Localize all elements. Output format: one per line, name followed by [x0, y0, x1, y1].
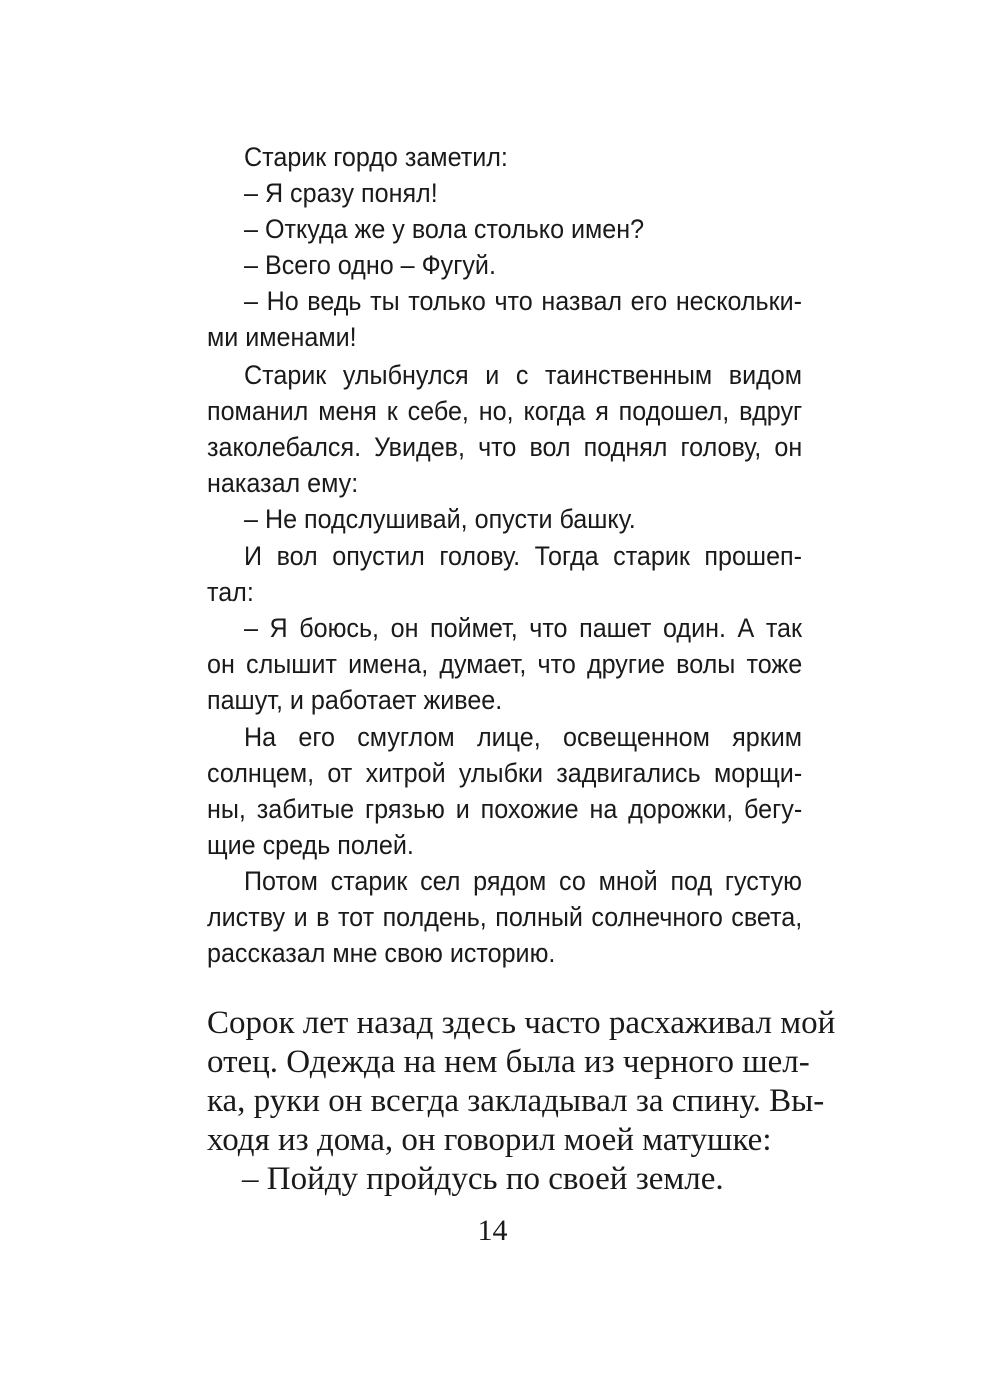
text-line: ми именами! — [207, 322, 357, 352]
text-line: – Но ведь ты только что назвал его нескольки- — [244, 286, 802, 316]
text-line: он слышит имена, думает, что другие волы тоже — [207, 649, 803, 679]
text-line: Старик улыбнулся и с таинственным видом — [244, 360, 802, 390]
text-line: солнцем, от хитрой улыбки задвигались морщи- — [207, 758, 803, 788]
text-line: Старик гордо заметил: — [244, 142, 508, 172]
text-line: – Я сразу понял! — [244, 178, 438, 208]
text-line: поманил меня к себе, но, когда я подошел, вдруг — [207, 396, 803, 426]
text-line: листву и в тот полдень, полный солнечного света, — [207, 902, 803, 932]
text-line: щие средь полей. — [207, 830, 414, 860]
text-line: отец. Одежда на нем была из черного шел- — [207, 1044, 810, 1080]
text-line: ны, забитые грязью и похожие на дорожки, бегу- — [207, 794, 803, 824]
text-line: рассказал мне свою историю. — [207, 938, 556, 968]
text-line: – Я боюсь, он поймет, что пашет один. А так — [244, 613, 802, 643]
text-line: пашут, и работает живее. — [207, 685, 503, 715]
text-line: заколебался. Увидев, что вол поднял голову, он — [207, 432, 803, 462]
page-number: 14 — [477, 1214, 508, 1247]
text-line: ходя из дома, он говорил моей матушке: — [207, 1122, 772, 1158]
text-line: наказал ему: — [207, 468, 359, 498]
text-line: – Всего одно – Фугуй. — [244, 250, 496, 280]
text-line: И вол опустил голову. Тогда старик прошеп- — [244, 541, 802, 571]
text-line: тал: — [207, 577, 254, 607]
text-line: ка, руки он всегда закладывал за спину. Вы- — [207, 1083, 825, 1119]
text-line: – Пойду пройдусь по своей земле. — [242, 1161, 724, 1197]
text-line: – Не подслушивай, опусти башку. — [244, 504, 636, 534]
text-line: – Откуда же у вола столько имен? — [244, 214, 645, 244]
text-line: Сорок лет назад здесь часто расхаживал мой — [207, 1005, 836, 1041]
text-line: На его смуглом лице, освещенном ярким — [244, 722, 802, 752]
text-line: Потом старик сел рядом со мной под густую — [244, 866, 802, 896]
